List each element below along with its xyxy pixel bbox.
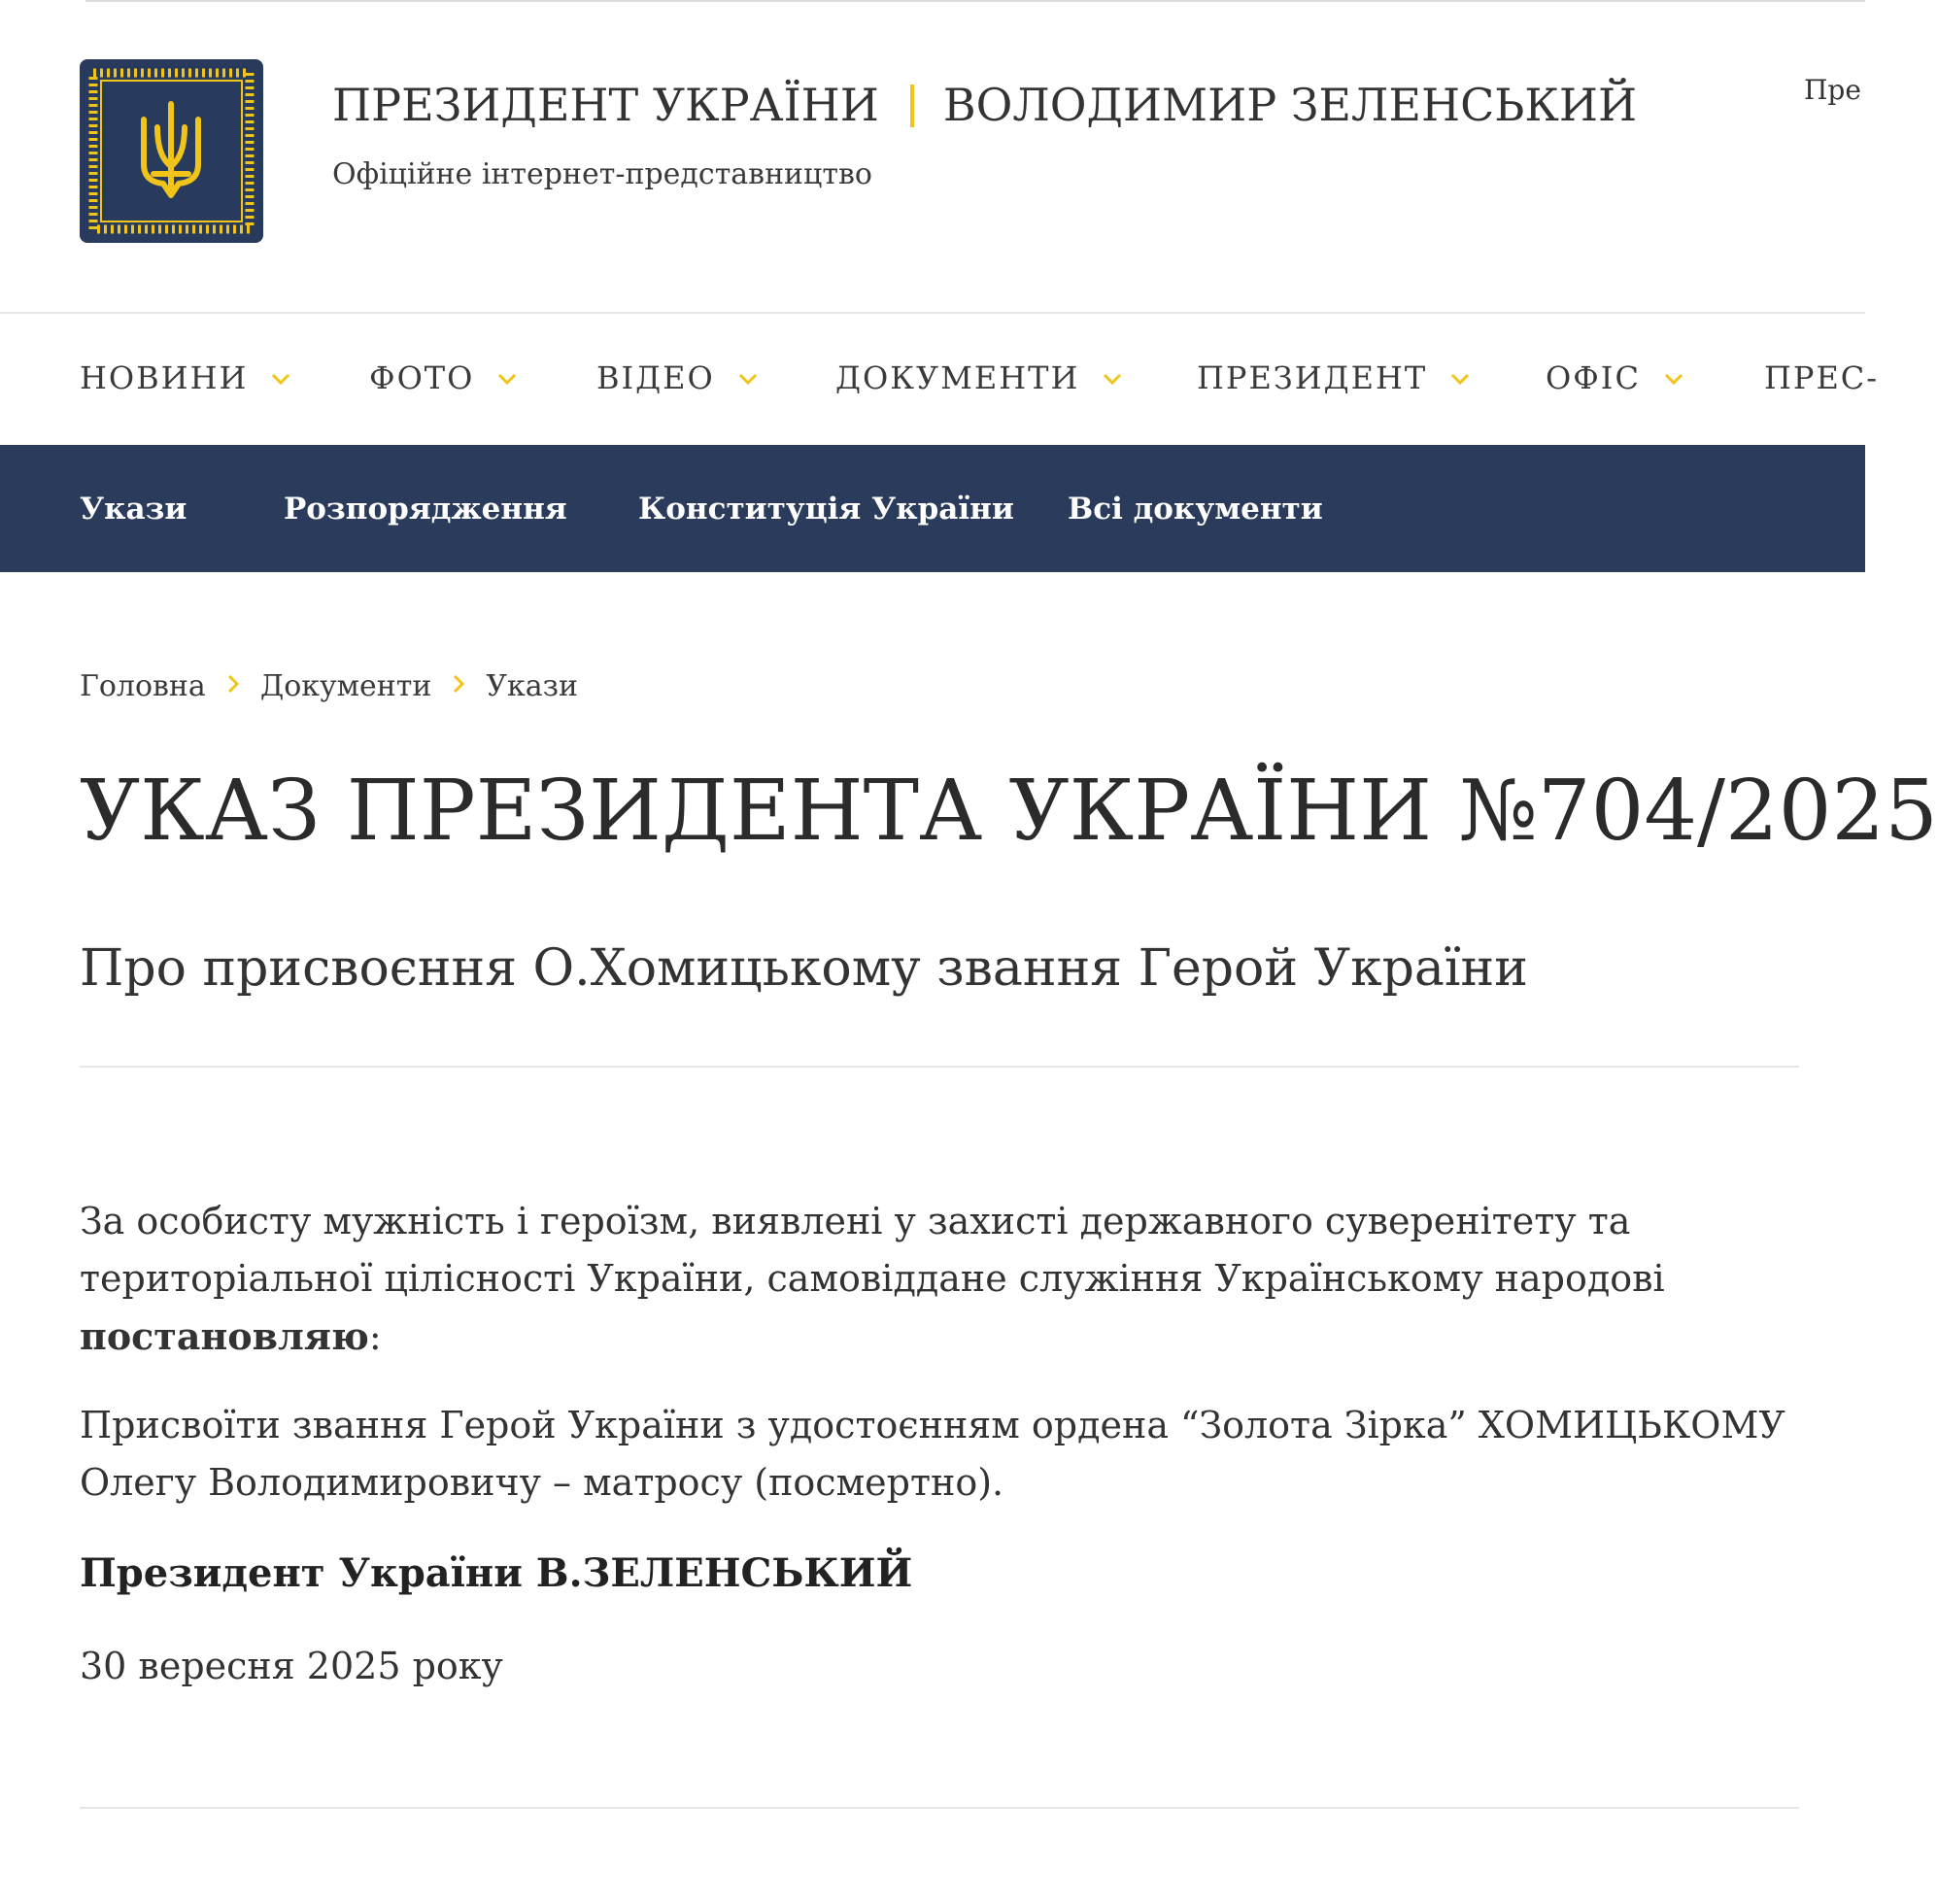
nav-item-label: ДОКУМЕНТИ <box>835 359 1080 396</box>
site-logo[interactable] <box>80 59 263 243</box>
breadcrumb-home[interactable]: Головна <box>80 669 206 703</box>
decree-word: постановляю <box>80 1314 369 1358</box>
breadcrumb-current[interactable]: Укази <box>486 669 579 703</box>
breadcrumb-documents[interactable]: Документи <box>259 669 432 703</box>
nav-item-label: НОВИНИ <box>80 359 249 396</box>
nav-item-documents[interactable] <box>835 357 1122 399</box>
header-right-link[interactable]: Пре <box>1804 74 1861 106</box>
divider <box>80 1066 1799 1068</box>
main-nav <box>0 314 1880 445</box>
nav-item-photo[interactable] <box>369 357 517 399</box>
nav-item-label: ПРЕЗИДЕНТ <box>1197 359 1428 396</box>
nav-item-press[interactable] <box>1764 357 1879 399</box>
nav-item-office[interactable] <box>1546 357 1683 399</box>
site-subtitle: Офіційне інтернет-представництво <box>332 157 872 191</box>
page-subtitle: Про присвоєння О.Хомицькому звання Герой України <box>80 939 1528 998</box>
site-title-name: ВОЛОДИМИР ЗЕЛЕНСЬКИЙ <box>942 79 1638 131</box>
chevron-down-icon <box>1664 373 1683 385</box>
decree-body: Присвоїти звання Герой України з удостоєнням ордена “Золота Зірка” ХОМИЦЬКОМУ Олегу Володимировичу – матросу (посмертно). <box>80 1404 1785 1504</box>
chevron-right-icon <box>453 663 464 707</box>
nav-item-label: ФОТО <box>369 359 475 396</box>
divider <box>80 1807 1799 1809</box>
nav-item-video[interactable] <box>596 357 758 399</box>
site-title-president: ПРЕЗИДЕНТ УКРАЇНИ <box>332 79 879 131</box>
breadcrumb <box>80 663 578 709</box>
nav-item-news[interactable] <box>80 357 290 399</box>
nav-item-label: ОФІС <box>1546 359 1641 396</box>
chevron-down-icon <box>1103 373 1122 385</box>
chevron-down-icon <box>271 373 290 385</box>
page-title: УКАЗ ПРЕЗИДЕНТА УКРАЇНИ №704/2025 <box>80 763 1938 860</box>
chevron-down-icon <box>1450 373 1470 385</box>
preamble-text: За особисту мужність і героїзм, виявлені у захисті державного суверенітету та територіальної цілісності України, самовіддане служіння Українському народові <box>80 1200 1665 1300</box>
chevron-right-icon <box>227 663 239 707</box>
decree-signature: Президент України В.ЗЕЛЕНСЬКИЙ <box>80 1550 913 1596</box>
chevron-down-icon <box>497 373 517 385</box>
subnav-item-orders[interactable]: Розпорядження <box>284 492 567 527</box>
coat-of-arms-trident-icon <box>80 59 263 243</box>
nav-item-label: ПРЕС- <box>1764 359 1880 396</box>
nav-item-president[interactable] <box>1197 357 1470 399</box>
chevron-down-icon <box>738 373 758 385</box>
subnav-item-decrees[interactable]: Укази <box>80 492 187 527</box>
site-title[interactable] <box>332 78 1637 132</box>
nav-item-label: ВІДЕО <box>596 359 715 396</box>
decree-colon: : <box>368 1315 382 1358</box>
subnav-item-constitution[interactable]: Конституція України <box>638 492 1014 527</box>
site-header <box>0 0 1865 313</box>
decree-preamble <box>80 1193 1799 1366</box>
decree-date: 30 вересня 2025 року <box>80 1645 503 1687</box>
subnav-item-all-documents[interactable]: Всі документи <box>1068 492 1323 527</box>
documents-subnav <box>0 445 1865 572</box>
title-separator <box>910 85 914 127</box>
